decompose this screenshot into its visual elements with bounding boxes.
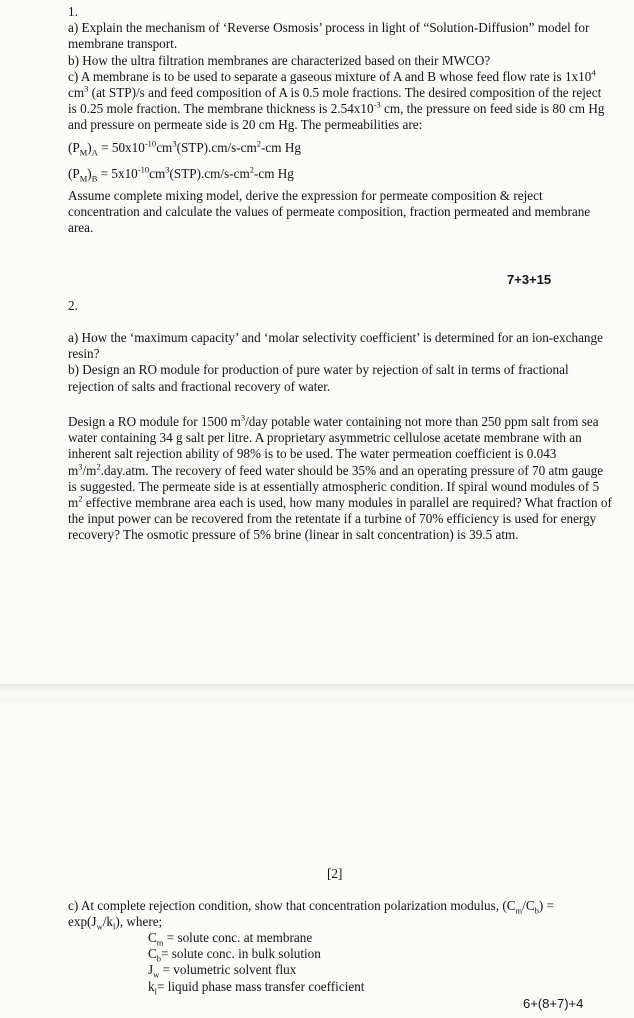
question-1b: b) How the ultra filtration membranes are characterized based on their MWCO? (68, 52, 491, 68)
question-1-assume: Assume complete mixing model, derive the expression for permeate composition & reject concentration and calculate the values of permeate composition, fraction permeated and membrane area. (68, 188, 591, 236)
question-1a: a) Explain the mechanism of ‘Reverse Osmosis’ process in light of “Solution-Diffusion” model for membrane transport. (68, 20, 590, 52)
question-2-number: 2. (68, 298, 78, 313)
question-2 (68, 330, 613, 395)
question-2c: c) At complete rejection condition, show that concentration polarization modulus, $(C_m/C_b) = \exp(J_w/k_l)$, where; (68, 898, 555, 932)
ro-design-problem: Design a RO module for 1500 $m^3$/day potable water containing not more than 250 ppm salt from sea water containing 34 g salt per litre. A proprietary asymmetric cellulose acetate membrane with an inherent salt rejection ability of 98% is to be used. The water permeation coefficient is 0.043 $m^3/m^2.day.atm$. The recovery of feed water should be 35% and an operating pressure of 70 atm gauge is suggested. The permeate side is at essentially atmospheric condition. If spiral wound modules of 5 $m^2$ effective membrane area each is used, how many modules in parallel are required? What fraction of the input power can be recovered from the retentate if a turbine of 70% efficiency is used for energy recovery? The osmotic pressure of 5% brine (linear in salt concentration) is 39.5 atm. (68, 412, 612, 543)
permeability-b: $(P_M)_B = 5x10^{-10}cm^3(STP).cm/s-cm^2-cm$ Hg (68, 164, 294, 184)
definition-kl: $k_l=$ liquid phase mass transfer coefficient (148, 978, 365, 997)
question-1-number: 1. (68, 4, 78, 19)
page-break-divider (0, 684, 634, 706)
question-1 (68, 4, 608, 237)
definition-cm: $C_m$ = solute conc. at membrane (148, 930, 313, 948)
question-2-marks: 6+(8+7)+4 (523, 996, 584, 1011)
page-number: [2] (327, 866, 343, 881)
permeability-a: $(P_M)_A = 50x10^{-10}cm^3(STP).cm/s-cm^2-cm$ Hg (68, 138, 301, 158)
question-1c: c) A membrane is to be used to separate a gaseous mixture of A and B whose feed flow rate is $1x10^4$ $cm^3$ (at STP)/s and feed composition of A is 0.5 mole fractions. The desired composition of the reject is 0.25 mole fraction. The membrane thickness is $2.54x10^{-3}$ cm, the pressure on feed side is 80 cm Hg and pressure on permeate side is 20 cm Hg. The permeabilities are: (68, 67, 605, 133)
symbol-definitions (148, 930, 364, 995)
definition-jw: $J_w$ = volumetric solvent flux (148, 962, 297, 981)
question-2a: a) How the ‘maximum capacity’ and ‘molar selectivity coefficient’ is determined for an ion-exchange resin? (68, 330, 603, 362)
definition-cb: $C_b=$ solute conc. in bulk solution (148, 946, 321, 964)
question-1-marks: 7+3+15 (507, 272, 552, 287)
question-2b: b) Design an RO module for production of pure water by rejection of salt in terms of fractional rejection of salts and fractional recovery of water. (68, 362, 569, 394)
